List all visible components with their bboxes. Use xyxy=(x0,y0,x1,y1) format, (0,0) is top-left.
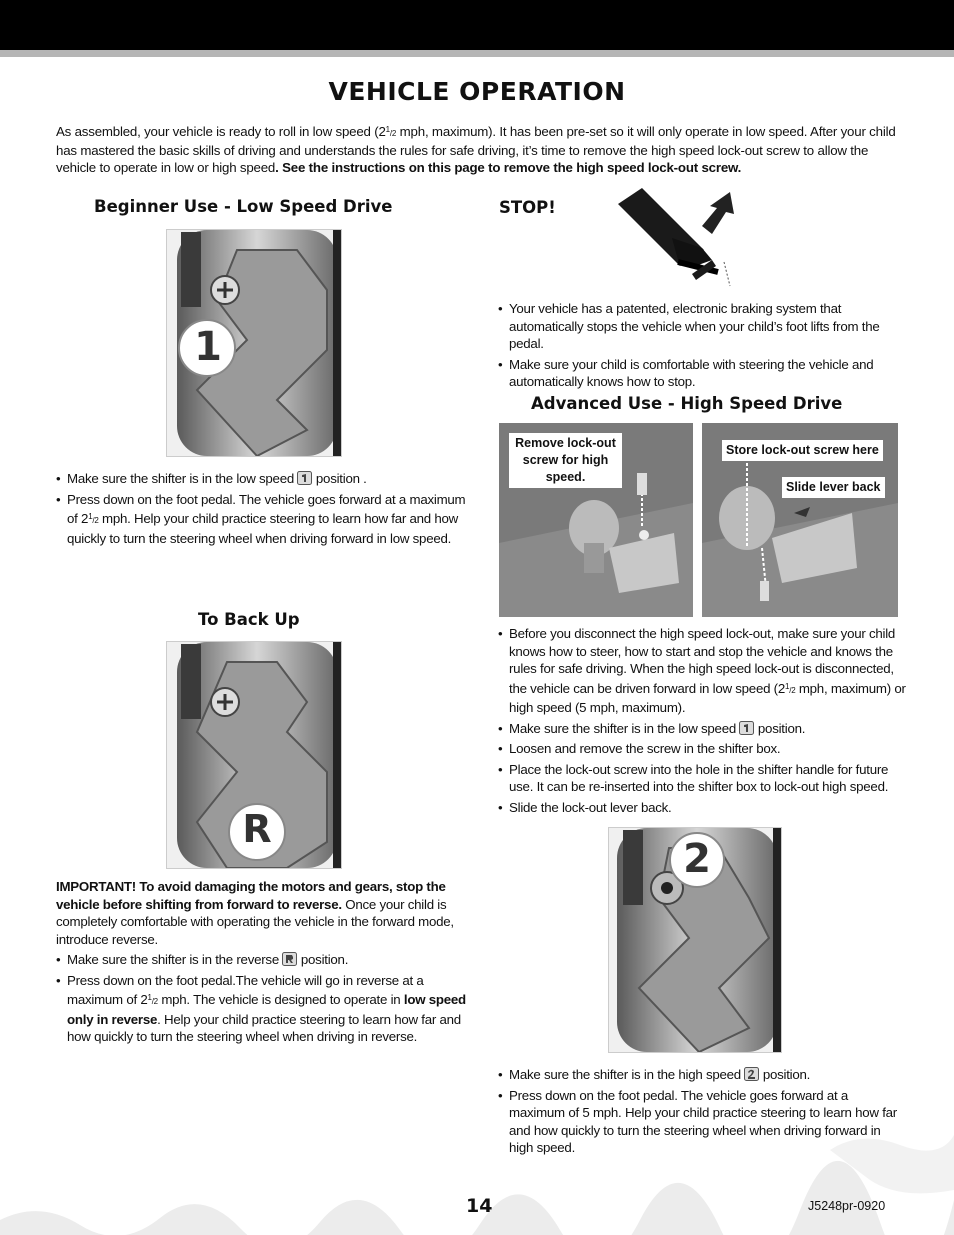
list-item: • Make sure the shifter is in the reverse position. xyxy=(56,951,466,969)
list-item: • Your vehicle has a patented, electronic braking system that automatically stops the vehicle when your child’s foot lifts from the pedal. xyxy=(498,300,908,353)
advanced-heading: Advanced Use - High Speed Drive xyxy=(531,394,843,413)
shifter-low-label: 1 xyxy=(194,324,222,370)
shifter-high-illustration xyxy=(608,827,782,1053)
callout-slide-lever: Slide lever back xyxy=(782,477,885,498)
page-number: 14 xyxy=(466,1195,493,1217)
list-item: • Loosen and remove the screw in the shifter box. xyxy=(498,740,908,758)
store-screw-photo xyxy=(702,423,898,617)
important-notice: IMPORTANT! To avoid damaging the motors and gears, stop the vehicle before shifting from forward to reverse. Once your child is completely comfortable with operating the vehicle in the forward mode, introduce reverse. xyxy=(56,879,454,947)
backup-instructions xyxy=(56,878,466,1049)
page-title: VEHICLE OPERATION xyxy=(328,77,626,106)
shifter-reverse-illustration xyxy=(166,641,342,869)
list-item: • Make sure the shifter is in the low speed position. xyxy=(498,720,908,738)
list-item: • Make sure your child is comfortable with steering the vehicle and automatically knows how to stop. xyxy=(498,356,908,391)
high-speed-instructions xyxy=(498,1066,898,1160)
shifter-high-label: 2 xyxy=(683,836,711,882)
list-item: • Press down on the foot pedal. The vehicle goes forward at a maximum of 5 mph. Help your child practice steering to learn how far and how quickly to turn the steering wheel when driving forward in high speed. xyxy=(498,1087,898,1157)
shifter-reverse-label: R xyxy=(242,807,272,851)
backup-heading: To Back Up xyxy=(198,610,300,629)
callout-store-screw: Store lock-out screw here xyxy=(722,440,883,461)
remove-screw-photo xyxy=(499,423,693,617)
reverse-icon xyxy=(282,952,297,966)
low-speed-icon xyxy=(297,471,312,485)
list-item: • Place the lock-out screw into the hole in the shifter handle for future use. It can be re-inserted into the shifter box to lock-out high speed. xyxy=(498,761,908,796)
stop-instructions xyxy=(498,300,908,394)
advanced-instructions xyxy=(498,625,908,819)
stop-heading: STOP! xyxy=(499,198,556,217)
low-speed-icon xyxy=(739,721,754,735)
list-item: • Press down on the foot pedal. The vehicle goes forward at a maximum of $2^1/2$ mph. Help your child practice steering to learn how far and how quickly to turn the steering wheel when driving forward in low speed. xyxy=(56,491,476,548)
list-item: • Slide the lock-out lever back. xyxy=(498,799,908,817)
shifter-low-illustration xyxy=(166,229,342,457)
foot-pedal-icon xyxy=(612,186,747,290)
header-bar xyxy=(0,0,954,50)
high-speed-icon xyxy=(744,1067,759,1081)
list-item: • Press down on the foot pedal.The vehicle will go in reverse at a maximum of $2^1/2$ mph. The vehicle is designed to operate in low speed only in reverse. Help your child practice steering to learn how far and how quickly to turn the steering wheel when driving in reverse. xyxy=(56,972,466,1046)
document-code: J5248pr-0920 xyxy=(808,1199,886,1213)
beginner-instructions xyxy=(56,470,476,550)
intro-paragraph: As assembled, your vehicle is ready to roll in low speed ($2^1/2$ mph, maximum). It has been pre-set so it will only operate in low speed. After your child has mastered the basic skills of driving and understands the rules for safe driving, it’s time to remove the high speed lock-out screw to allow the vehicle to operate in low or high speed. See the instructions on this page to remove the high speed lock-out screw. xyxy=(56,124,896,175)
list-item: • Before you disconnect the high speed lock-out, make sure your child knows how to steer, how to start and stop the vehicle and knows the rules for safe driving. When the high speed lock-out is disconnected, the vehicle can be driven forward in low speed ($2^1/2$ mph, maximum) or high speed (5 mph, maximum). xyxy=(498,625,908,717)
list-item: • Make sure the shifter is in the high speed position. xyxy=(498,1066,898,1084)
header-stripe xyxy=(0,50,954,57)
callout-remove-screw: Remove lock-out screw for high speed. xyxy=(509,433,622,488)
beginner-heading: Beginner Use - Low Speed Drive xyxy=(94,197,393,216)
list-item: • Make sure the shifter is in the low speed position . xyxy=(56,470,476,488)
